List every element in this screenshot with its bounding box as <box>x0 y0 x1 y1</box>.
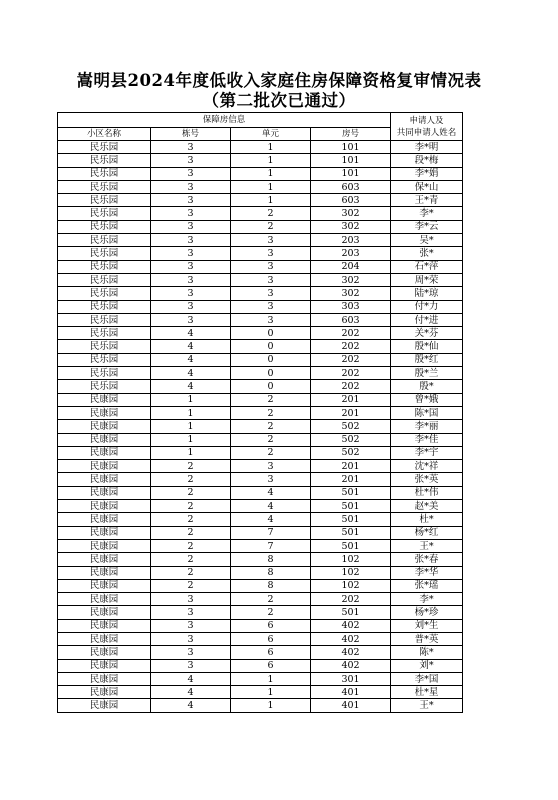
applicant-cell: 沈*祥 <box>391 460 463 473</box>
unit-cell: 1 <box>231 180 311 193</box>
unit-cell: 3 <box>231 300 311 313</box>
community-cell: 民康园 <box>58 646 151 659</box>
room-cell: 102 <box>311 579 391 592</box>
community-cell: 民康园 <box>58 593 151 606</box>
building-cell: 4 <box>151 699 231 712</box>
table-row <box>58 327 463 340</box>
unit-cell: 3 <box>231 247 311 260</box>
unit-cell: 4 <box>231 486 311 499</box>
community-cell: 民康园 <box>58 699 151 712</box>
community-cell: 民康园 <box>58 686 151 699</box>
community-cell: 民康园 <box>58 473 151 486</box>
unit-cell: 4 <box>231 500 311 513</box>
room-cell: 303 <box>311 300 391 313</box>
table-row <box>58 313 463 326</box>
building-cell: 3 <box>151 220 231 233</box>
building-cell: 3 <box>151 141 231 154</box>
unit-cell: 3 <box>231 260 311 273</box>
room-cell: 102 <box>311 553 391 566</box>
applicant-cell: 杜*星 <box>391 686 463 699</box>
building-cell: 2 <box>151 539 231 552</box>
table-row <box>58 194 463 207</box>
community-cell: 民康园 <box>58 486 151 499</box>
table-row <box>58 632 463 645</box>
community-cell: 民康园 <box>58 632 151 645</box>
unit-cell: 1 <box>231 154 311 167</box>
applicant-cell: 王* <box>391 699 463 712</box>
table-row <box>58 699 463 712</box>
table-row <box>58 367 463 380</box>
community-cell: 民康园 <box>58 606 151 619</box>
unit-cell: 2 <box>231 433 311 446</box>
community-cell: 民康园 <box>58 513 151 526</box>
room-cell: 402 <box>311 659 391 672</box>
building-cell: 4 <box>151 327 231 340</box>
room-cell: 202 <box>311 340 391 353</box>
building-cell: 3 <box>151 313 231 326</box>
unit-cell: 3 <box>231 287 311 300</box>
building-cell: 3 <box>151 593 231 606</box>
table-row <box>58 686 463 699</box>
building-cell: 3 <box>151 646 231 659</box>
room-cell: 502 <box>311 420 391 433</box>
building-cell: 1 <box>151 433 231 446</box>
room-cell: 203 <box>311 247 391 260</box>
building-cell: 3 <box>151 632 231 645</box>
table-row <box>58 566 463 579</box>
room-cell: 501 <box>311 526 391 539</box>
applicant-cell: 张*英 <box>391 473 463 486</box>
community-cell: 民乐园 <box>58 300 151 313</box>
applicant-cell: 王* <box>391 539 463 552</box>
table-row <box>58 380 463 393</box>
building-cell: 2 <box>151 473 231 486</box>
community-cell: 民康园 <box>58 526 151 539</box>
unit-cell: 8 <box>231 579 311 592</box>
community-cell: 民康园 <box>58 539 151 552</box>
unit-cell: 0 <box>231 327 311 340</box>
table-row <box>58 672 463 685</box>
room-cell: 501 <box>311 513 391 526</box>
room-cell: 302 <box>311 273 391 286</box>
unit-cell: 3 <box>231 473 311 486</box>
room-cell: 204 <box>311 260 391 273</box>
applicant-cell: 李* <box>391 593 463 606</box>
unit-cell: 7 <box>231 539 311 552</box>
table-row <box>58 659 463 672</box>
table-row <box>58 460 463 473</box>
table-row <box>58 154 463 167</box>
room-cell: 501 <box>311 500 391 513</box>
room-cell: 402 <box>311 619 391 632</box>
unit-cell: 2 <box>231 220 311 233</box>
community-cell: 民乐园 <box>58 154 151 167</box>
room-cell: 501 <box>311 606 391 619</box>
building-cell: 4 <box>151 380 231 393</box>
unit-cell: 6 <box>231 619 311 632</box>
unit-cell: 7 <box>231 526 311 539</box>
unit-cell: 0 <box>231 367 311 380</box>
unit-cell: 1 <box>231 672 311 685</box>
room-cell: 202 <box>311 593 391 606</box>
column-header-building: 栋号 <box>151 128 231 141</box>
unit-cell: 3 <box>231 273 311 286</box>
room-cell: 402 <box>311 632 391 645</box>
applicant-cell: 付*力 <box>391 300 463 313</box>
table-row <box>58 433 463 446</box>
community-cell: 民康园 <box>58 406 151 419</box>
community-cell: 民康园 <box>58 553 151 566</box>
community-cell: 民康园 <box>58 433 151 446</box>
table-row <box>58 247 463 260</box>
table-row <box>58 473 463 486</box>
community-cell: 民乐园 <box>58 327 151 340</box>
applicant-cell: 陈* <box>391 646 463 659</box>
table-body <box>58 141 463 713</box>
unit-cell: 8 <box>231 553 311 566</box>
building-cell: 3 <box>151 247 231 260</box>
room-cell: 202 <box>311 353 391 366</box>
room-cell: 201 <box>311 460 391 473</box>
table-row <box>58 340 463 353</box>
applicant-cell: 付*进 <box>391 313 463 326</box>
document-subtitle: （第二批次已通过） <box>202 91 356 110</box>
unit-cell: 3 <box>231 460 311 473</box>
table-row <box>58 539 463 552</box>
room-cell: 102 <box>311 566 391 579</box>
building-cell: 2 <box>151 486 231 499</box>
table-row <box>58 287 463 300</box>
building-cell: 3 <box>151 606 231 619</box>
building-cell: 3 <box>151 234 231 247</box>
table-row <box>58 260 463 273</box>
building-cell: 2 <box>151 500 231 513</box>
table-row <box>58 420 463 433</box>
housing-review-table <box>57 112 463 713</box>
building-cell: 3 <box>151 194 231 207</box>
applicant-cell: 殷*兰 <box>391 367 463 380</box>
applicant-cell: 王*青 <box>391 194 463 207</box>
room-cell: 401 <box>311 686 391 699</box>
room-cell: 401 <box>311 699 391 712</box>
unit-cell: 2 <box>231 606 311 619</box>
unit-cell: 4 <box>231 513 311 526</box>
applicant-cell: 关*芬 <box>391 327 463 340</box>
building-cell: 3 <box>151 260 231 273</box>
room-cell: 302 <box>311 207 391 220</box>
room-cell: 203 <box>311 234 391 247</box>
room-cell: 502 <box>311 433 391 446</box>
community-cell: 民乐园 <box>58 313 151 326</box>
building-cell: 3 <box>151 180 231 193</box>
column-header-unit: 单元 <box>231 128 311 141</box>
table-row <box>58 513 463 526</box>
applicant-cell: 陆*琼 <box>391 287 463 300</box>
room-cell: 501 <box>311 486 391 499</box>
unit-cell: 8 <box>231 566 311 579</box>
unit-cell: 1 <box>231 686 311 699</box>
building-cell: 2 <box>151 579 231 592</box>
applicant-cell: 李*国 <box>391 672 463 685</box>
applicant-cell: 李*华 <box>391 566 463 579</box>
building-cell: 2 <box>151 460 231 473</box>
applicant-cell: 殷*仙 <box>391 340 463 353</box>
unit-cell: 2 <box>231 593 311 606</box>
community-cell: 民康园 <box>58 393 151 406</box>
applicant-cell: 张*春 <box>391 553 463 566</box>
building-cell: 3 <box>151 300 231 313</box>
room-cell: 201 <box>311 393 391 406</box>
table-row <box>58 180 463 193</box>
community-cell: 民康园 <box>58 566 151 579</box>
building-cell: 2 <box>151 513 231 526</box>
room-cell: 301 <box>311 672 391 685</box>
building-cell: 3 <box>151 154 231 167</box>
community-cell: 民乐园 <box>58 180 151 193</box>
community-cell: 民乐园 <box>58 247 151 260</box>
table-row <box>58 393 463 406</box>
applicant-cell: 刘* <box>391 659 463 672</box>
table-row <box>58 579 463 592</box>
table-row <box>58 234 463 247</box>
unit-cell: 0 <box>231 340 311 353</box>
applicant-cell: 周*荣 <box>391 273 463 286</box>
unit-cell: 1 <box>231 141 311 154</box>
applicant-cell: 李*佳 <box>391 433 463 446</box>
room-cell: 302 <box>311 220 391 233</box>
room-cell: 302 <box>311 287 391 300</box>
room-cell: 201 <box>311 473 391 486</box>
applicant-cell: 张*瑶 <box>391 579 463 592</box>
room-cell: 202 <box>311 380 391 393</box>
community-cell: 民乐园 <box>58 167 151 180</box>
community-cell: 民康园 <box>58 460 151 473</box>
applicant-cell: 曾*娥 <box>391 393 463 406</box>
community-cell: 民康园 <box>58 579 151 592</box>
building-cell: 3 <box>151 273 231 286</box>
unit-cell: 3 <box>231 234 311 247</box>
applicant-cell: 杨*红 <box>391 526 463 539</box>
building-cell: 1 <box>151 406 231 419</box>
community-cell: 民乐园 <box>58 273 151 286</box>
unit-cell: 2 <box>231 207 311 220</box>
table-row <box>58 167 463 180</box>
unit-cell: 1 <box>231 194 311 207</box>
community-cell: 民康园 <box>58 619 151 632</box>
applicant-cell: 殷*红 <box>391 353 463 366</box>
community-cell: 民康园 <box>58 500 151 513</box>
unit-cell: 6 <box>231 659 311 672</box>
unit-cell: 0 <box>231 353 311 366</box>
community-cell: 民乐园 <box>58 380 151 393</box>
unit-cell: 0 <box>231 380 311 393</box>
room-cell: 202 <box>311 367 391 380</box>
building-cell: 1 <box>151 446 231 459</box>
column-header-applicant <box>391 113 463 141</box>
applicant-cell: 赵*美 <box>391 500 463 513</box>
unit-cell: 1 <box>231 167 311 180</box>
applicant-cell: 张* <box>391 247 463 260</box>
table-row <box>58 619 463 632</box>
community-cell: 民乐园 <box>58 207 151 220</box>
applicant-header-line1: 申请人及 <box>409 115 444 126</box>
applicant-cell: 普*英 <box>391 632 463 645</box>
table-row <box>58 606 463 619</box>
applicant-cell: 杜* <box>391 513 463 526</box>
document-title: 嵩明县2024年度低收入家庭住房保障资格复审情况表 <box>76 71 482 90</box>
table-row <box>58 446 463 459</box>
applicant-cell: 吴* <box>391 234 463 247</box>
room-cell: 202 <box>311 327 391 340</box>
table-row <box>58 500 463 513</box>
community-cell: 民康园 <box>58 672 151 685</box>
building-cell: 3 <box>151 287 231 300</box>
community-cell: 民乐园 <box>58 141 151 154</box>
table-row <box>58 593 463 606</box>
unit-cell: 6 <box>231 632 311 645</box>
applicant-cell: 石*萍 <box>391 260 463 273</box>
room-cell: 101 <box>311 141 391 154</box>
applicant-cell: 杨*珍 <box>391 606 463 619</box>
table-row <box>58 486 463 499</box>
community-cell: 民康园 <box>58 659 151 672</box>
room-cell: 603 <box>311 180 391 193</box>
unit-cell: 2 <box>231 393 311 406</box>
unit-cell: 3 <box>231 313 311 326</box>
building-cell: 3 <box>151 167 231 180</box>
building-cell: 3 <box>151 619 231 632</box>
applicant-cell: 李*丽 <box>391 420 463 433</box>
group-header-housing-info: 保障房信息 <box>58 113 391 128</box>
unit-cell: 6 <box>231 646 311 659</box>
community-cell: 民康园 <box>58 420 151 433</box>
applicant-header-line2: 共同申请人姓名 <box>396 127 457 138</box>
room-cell: 501 <box>311 539 391 552</box>
building-cell: 4 <box>151 353 231 366</box>
unit-cell: 2 <box>231 420 311 433</box>
community-cell: 民乐园 <box>58 367 151 380</box>
unit-cell: 2 <box>231 406 311 419</box>
applicant-cell: 李*宇 <box>391 446 463 459</box>
building-cell: 3 <box>151 659 231 672</box>
unit-cell: 2 <box>231 446 311 459</box>
community-cell: 民乐园 <box>58 194 151 207</box>
room-cell: 101 <box>311 154 391 167</box>
building-cell: 4 <box>151 672 231 685</box>
building-cell: 2 <box>151 553 231 566</box>
community-cell: 民乐园 <box>58 340 151 353</box>
table-row <box>58 141 463 154</box>
table-header <box>58 113 463 141</box>
room-cell: 101 <box>311 167 391 180</box>
room-cell: 201 <box>311 406 391 419</box>
building-cell: 1 <box>151 420 231 433</box>
community-cell: 民乐园 <box>58 260 151 273</box>
applicant-cell: 陈*国 <box>391 406 463 419</box>
applicant-cell: 李*云 <box>391 220 463 233</box>
table-row <box>58 220 463 233</box>
table-row <box>58 406 463 419</box>
unit-cell: 1 <box>231 699 311 712</box>
room-cell: 603 <box>311 313 391 326</box>
building-cell: 4 <box>151 367 231 380</box>
building-cell: 4 <box>151 686 231 699</box>
building-cell: 2 <box>151 526 231 539</box>
table-row <box>58 300 463 313</box>
community-cell: 民乐园 <box>58 220 151 233</box>
building-cell: 1 <box>151 393 231 406</box>
room-cell: 603 <box>311 194 391 207</box>
column-header-room: 房号 <box>311 128 391 141</box>
table-row <box>58 273 463 286</box>
applicant-cell: 李* <box>391 207 463 220</box>
applicant-cell: 保*山 <box>391 180 463 193</box>
applicant-cell: 刘*生 <box>391 619 463 632</box>
table-row <box>58 526 463 539</box>
community-cell: 民乐园 <box>58 287 151 300</box>
community-cell: 民乐园 <box>58 353 151 366</box>
community-cell: 民康园 <box>58 446 151 459</box>
table-row <box>58 646 463 659</box>
applicant-cell: 殷* <box>391 380 463 393</box>
building-cell: 2 <box>151 566 231 579</box>
table-row <box>58 353 463 366</box>
applicant-cell: 段*梅 <box>391 154 463 167</box>
applicant-cell: 李*明 <box>391 141 463 154</box>
building-cell: 3 <box>151 207 231 220</box>
applicant-cell: 杜*伟 <box>391 486 463 499</box>
column-header-community: 小区名称 <box>58 128 151 141</box>
table-row <box>58 553 463 566</box>
table-row <box>58 207 463 220</box>
room-cell: 502 <box>311 446 391 459</box>
room-cell: 402 <box>311 646 391 659</box>
applicant-cell: 李*娟 <box>391 167 463 180</box>
community-cell: 民乐园 <box>58 234 151 247</box>
building-cell: 4 <box>151 340 231 353</box>
